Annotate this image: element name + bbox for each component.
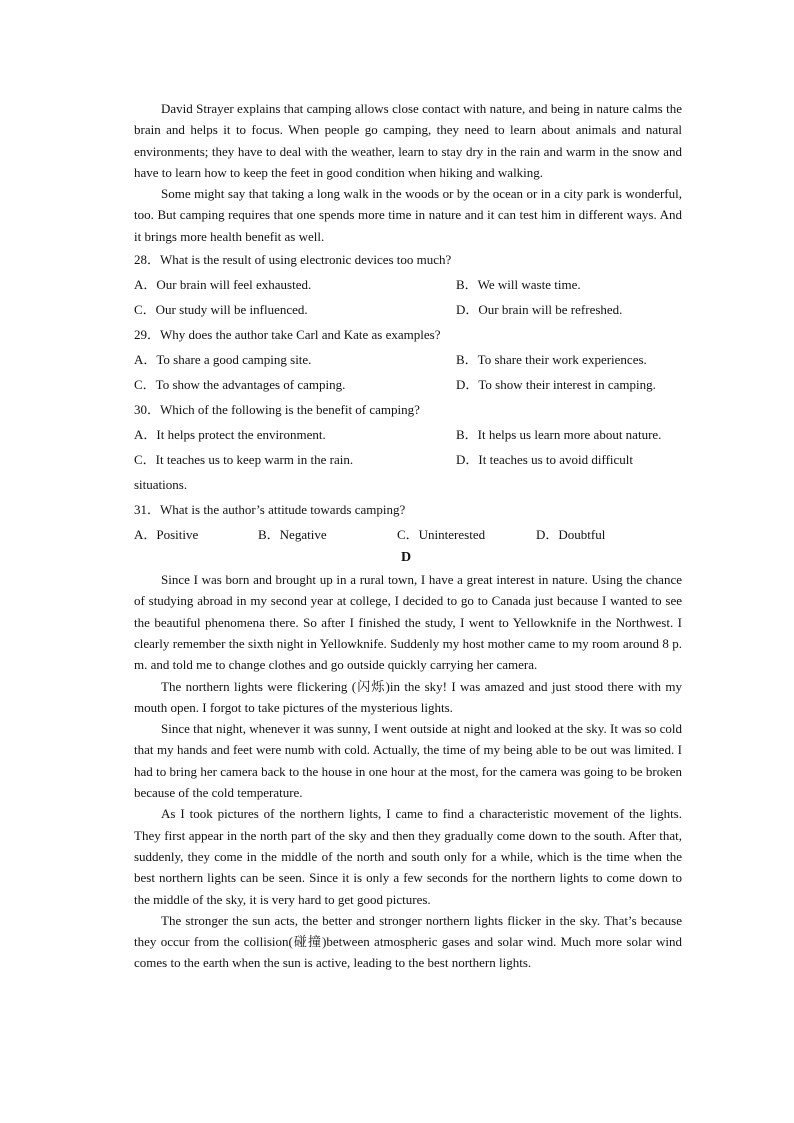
option-row (134, 347, 682, 372)
section-paragraph: The stronger the sun acts, the better and stronger northern lights flicker in the sky. That’s because they occur from the collision(碰撞)between atmospheric gases and solar wind. Much more solar wind comes to the earth when the sun is active, leading to the best northern lights. (134, 912, 682, 971)
option-row (134, 522, 682, 547)
option-b: B．We will waste time. (456, 277, 581, 293)
option-row (134, 372, 682, 397)
section-paragraph: Since that night, whenever it was sunny, I went outside at night and looked at the sky. It was so cold that my hands and feet were numb with cold. Actually, the time of my being able to be out was limited. I had to bring her camera back to the house in one hour at the most, for the camera was going to be broken because of the cold temperature. (134, 721, 682, 801)
option-a: A．Our brain will feel exhausted. (134, 277, 312, 293)
option-a: A．Positive (134, 527, 199, 543)
page-content (134, 98, 682, 974)
option-b: B．It helps us learn more about nature. (456, 427, 662, 443)
question-stem: 28．What is the result of using electronic devices too much? (134, 252, 452, 268)
question-stem: 31．What is the author’s attitude towards camping? (134, 502, 406, 518)
question-stem: 30．Which of the following is the benefit of camping? (134, 402, 420, 418)
section-paragraph: Since I was born and brought up in a rural town, I have a great interest in nature. Using the chance of studying abroad in my second year at college, I decided to go to Canada just because I wanted to see the beautiful phenomena there. So after I finished the study, I went to Yellowknife in the Northwest. I clearly remember the sixth night in Yellowknife. Suddenly my host mother came to my room around 8 p. m. and told me to change clothes and go outside quickly carrying her camera. (134, 572, 682, 673)
option-c: C．To show the advantages of camping. (134, 377, 346, 393)
section-heading: D (400, 550, 412, 566)
option-b: B．To share their work experiences. (456, 352, 647, 368)
option-c: C．It teaches us to keep warm in the rain. (134, 452, 354, 468)
passage-paragraph: Some might say that taking a long walk in the woods or by the ocean or in a city park is wonderful, too. But camping requires that one spends more time in nature and it can test him in different ways. And it brings more health benefit as well. (134, 186, 682, 244)
option-d: D．It teaches us to avoid difficult (456, 452, 634, 468)
option-a: A．It helps protect the environment. (134, 427, 326, 443)
section-paragraph: The northern lights were flickering (闪烁)in the sky! I was amazed and just stood there with my mouth open. I forgot to take pictures of the mysterious lights. (134, 678, 682, 715)
option-b: B．Negative (258, 527, 327, 543)
option-d: D．Our brain will be refreshed. (456, 302, 623, 318)
passage-paragraph: David Strayer explains that camping allows close contact with nature, and being in nature calms the brain and helps it to focus. When people go camping, they need to learn about animals and natural environments; they have to deal with the weather, learn to stay dry in the rain and warm in the snow and have to learn how to keep the feet in good condition when hiking and walking. (134, 101, 682, 180)
section-paragraph: As I took pictures of the northern lights, I came to find a characteristic movement of the lights. They first appear in the north part of the sky and then they gradually come down to the south. After that, suddenly, they come in the middle of the north and south only for a while, which is the time when the best northern lights can be seen. Since it is only a few seconds for the northern lights to come down to the middle of the sky, it is very hard to get good pictures. (134, 806, 682, 907)
option-row (134, 447, 682, 472)
option-row (134, 297, 682, 322)
option-row (134, 422, 682, 447)
option-d: D．To show their interest in camping. (456, 377, 656, 393)
question-stem: 29．Why does the author take Carl and Kate as examples? (134, 327, 441, 343)
option-c: C．Our study will be influenced. (134, 302, 308, 318)
option-c: C．Uninterested (397, 527, 486, 543)
option-d-continuation: situations. (134, 477, 188, 493)
option-row (134, 272, 682, 297)
option-d: D．Doubtful (536, 527, 606, 543)
option-a: A．To share a good camping site. (134, 352, 312, 368)
